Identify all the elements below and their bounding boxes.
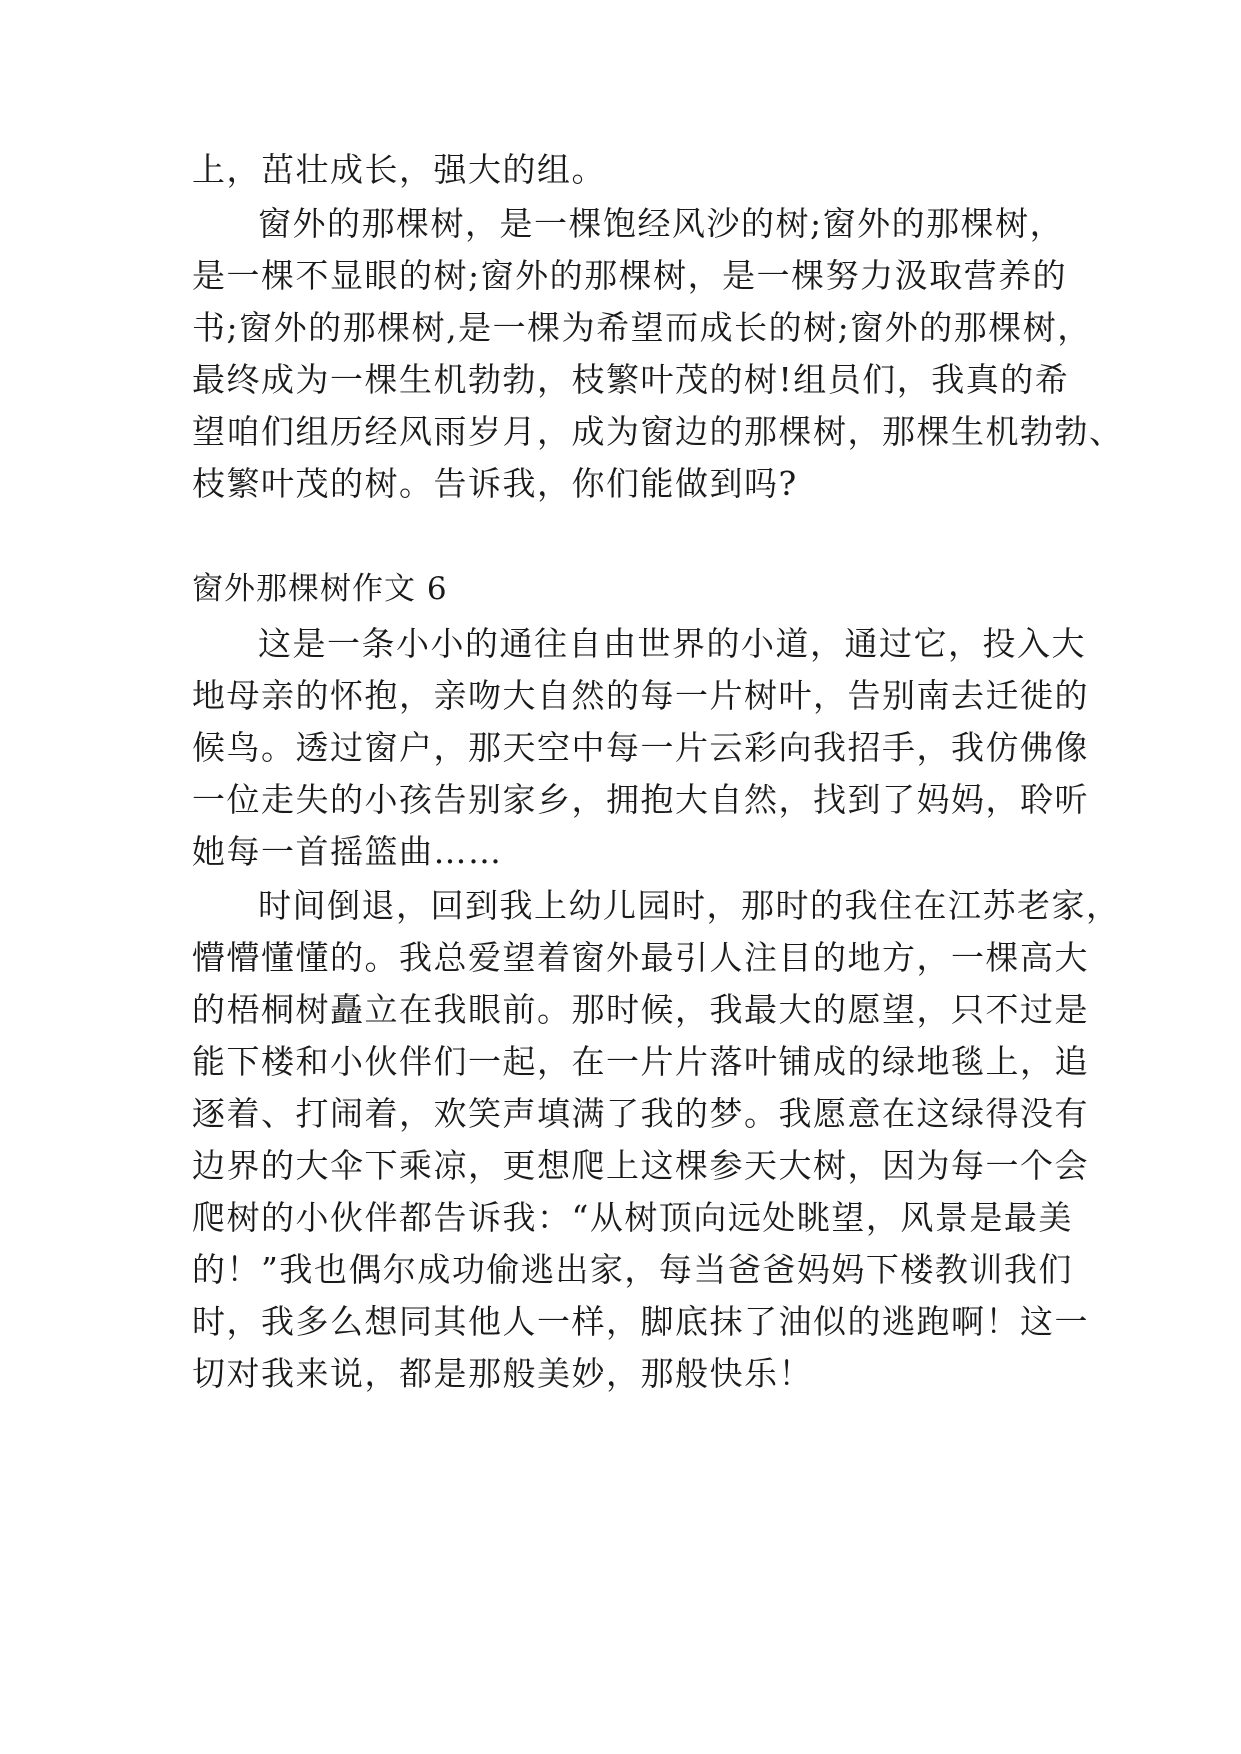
paragraph-first-line: 窗外的那棵树，是一棵饱经风沙的树;窗外的那棵树， — [258, 204, 1065, 243]
text-line: 她每一首摇篮曲…… — [192, 832, 503, 871]
text-line: 时，我多么想同其他人一样，脚底抹了油似的逃跑啊！这一 — [192, 1302, 1089, 1341]
text-line: 懵懵懂懂的。我总爱望着窗外最引人注目的地方，一棵高大 — [192, 938, 1089, 977]
text-line: 的！”我也偶尔成功偷逃出家，每当爸爸妈妈下楼教训我们 — [192, 1250, 1073, 1289]
text-line: 逐着、打闹着，欢笑声填满了我的梦。我愿意在这绿得没有 — [192, 1094, 1089, 1133]
text-line: 枝繁叶茂的树。告诉我，你们能做到吗? — [192, 464, 798, 503]
text-line: 爬树的小伙伴都告诉我：“从树顶向远处眺望，风景是最美 — [192, 1198, 1073, 1237]
text-line: 最终成为一棵生机勃勃，枝繁叶茂的树!组员们，我真的希 — [192, 360, 1070, 399]
text-line: 书;窗外的那棵树,是一棵为希望而成长的树;窗外的那棵树， — [192, 308, 1092, 347]
text-line: 候鸟。透过窗户，那天空中每一片云彩向我招手，我仿佛像 — [192, 728, 1089, 767]
paragraph-first-line: 这是一条小小的通往自由世界的小道，通过它，投入大 — [258, 624, 1086, 663]
text-line: 边界的大伞下乘凉，更想爬上这棵参天大树，因为每一个会 — [192, 1146, 1089, 1185]
text-line: 的梧桐树矗立在我眼前。那时候，我最大的愿望，只不过是 — [192, 990, 1089, 1029]
text-line: 一位走失的小孩告别家乡，拥抱大自然，找到了妈妈，聆听 — [192, 780, 1089, 819]
text-line: 切对我来说，都是那般美妙，那般快乐！ — [192, 1354, 813, 1393]
text-line: 上，茁壮成长，强大的组。 — [192, 150, 606, 189]
section-title: 窗外那棵树作文 6 — [192, 571, 448, 607]
text-line: 望咱们组历经风雨岁月，成为窗边的那棵树，那棵生机勃勃、 — [192, 412, 1124, 451]
paragraph-first-line: 时间倒退，回到我上幼儿园时，那时的我住在江苏老家， — [258, 886, 1121, 925]
text-line: 是一棵不显眼的树;窗外的那棵树，是一棵努力汲取营养的 — [192, 256, 1068, 295]
text-line: 地母亲的怀抱，亲吻大自然的每一片树叶，告别南去迁徙的 — [192, 676, 1089, 715]
text-line: 能下楼和小伙伴们一起，在一片片落叶铺成的绿地毯上，追 — [192, 1042, 1089, 1081]
